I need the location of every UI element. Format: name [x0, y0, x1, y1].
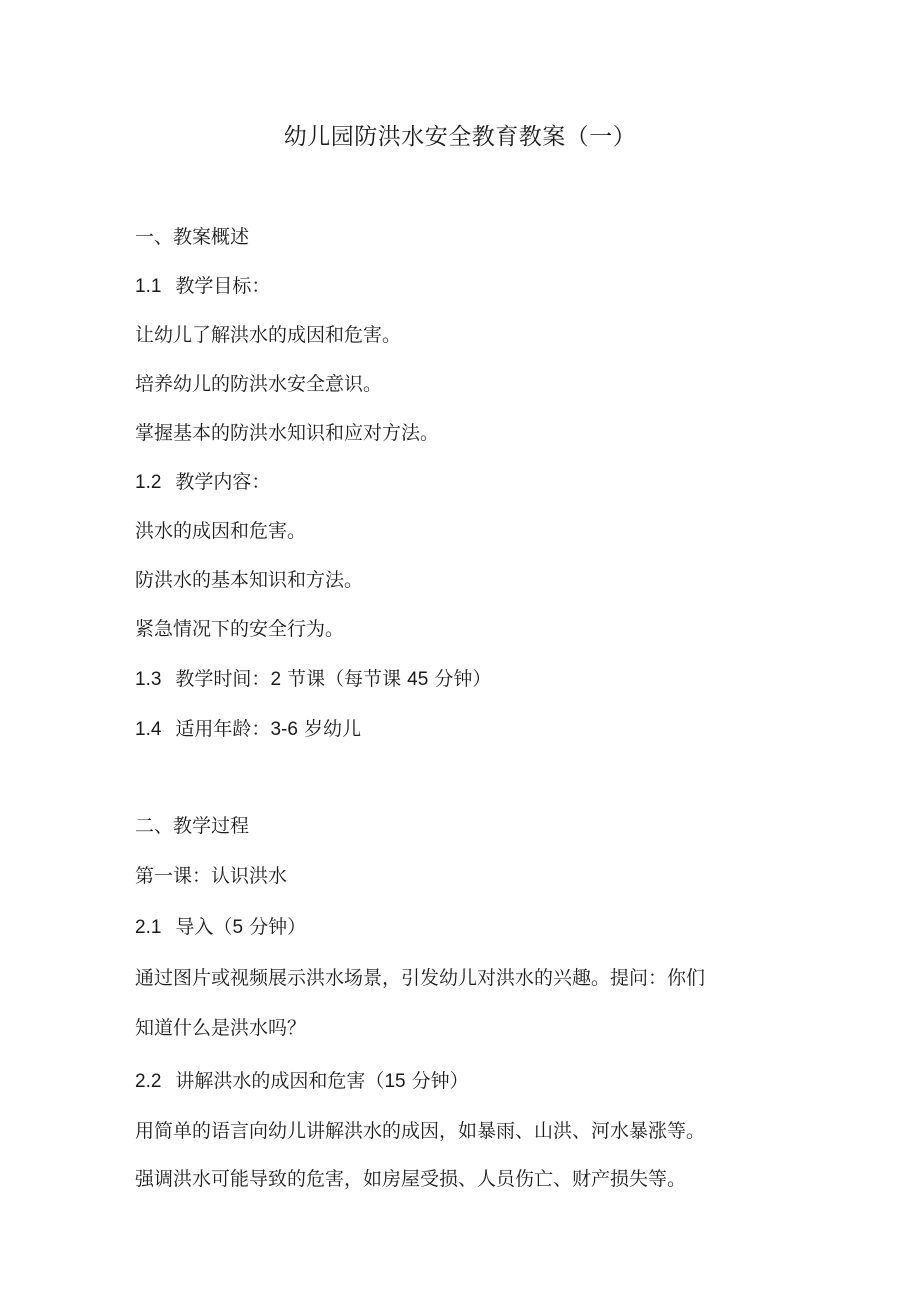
- duration-minutes: 5: [232, 917, 244, 938]
- subheading-intro: [135, 914, 306, 941]
- paragraph-line: 知道什么是洪水吗？: [135, 1017, 307, 1039]
- subheading-number: 1.1: [135, 276, 162, 297]
- content-item: 洪水的成因和危害。: [135, 520, 307, 542]
- subheading-number: 1.2: [135, 472, 162, 493]
- subheading-time: [135, 666, 491, 693]
- subheading-content: [135, 469, 270, 496]
- paragraph-line: 通过图片或视频展示洪水场景，引发幼儿对洪水的兴趣。提问：你们: [135, 967, 706, 989]
- age-unit: 岁幼儿: [303, 718, 361, 740]
- paragraph-line: 用简单的语言向幼儿讲解洪水的成因，如暴雨、山洪、河水暴涨等。: [135, 1120, 706, 1142]
- goal-item: 让幼儿了解洪水的成因和危害。: [135, 324, 402, 346]
- duration-minutes: 15: [384, 1071, 406, 1092]
- content-item: 防洪水的基本知识和方法。: [135, 569, 364, 591]
- section-heading-overview: 一、教案概述: [135, 226, 250, 248]
- content-item: 紧急情况下的安全行为。: [135, 618, 345, 640]
- duration-unit: 分钟）: [411, 1070, 469, 1092]
- goal-item: 掌握基本的防洪水知识和应对方法。: [135, 422, 440, 444]
- subheading-number: 1.3: [135, 669, 162, 690]
- subheading-goals: [135, 273, 270, 300]
- subheading-number: 2.1: [135, 917, 162, 938]
- subheading-label: 适用年龄：: [175, 718, 271, 740]
- subheading-label: 导入（: [175, 916, 233, 938]
- lesson-count: 2: [270, 669, 282, 690]
- subheading-label: 教学内容：: [175, 471, 271, 493]
- duration-unit: 分钟）: [249, 916, 307, 938]
- goal-item: 培养幼儿的防洪水安全意识。: [135, 373, 383, 395]
- age-range: 3-6: [270, 719, 298, 740]
- subheading-number: 2.2: [135, 1071, 162, 1092]
- subheading-label: 教学时间：: [175, 668, 271, 690]
- document-title: 幼儿园防洪水安全教育教案（一）: [283, 124, 637, 150]
- section-heading-process: 二、教学过程: [135, 815, 250, 837]
- paragraph-line: 强调洪水可能导致的危害，如房屋受损、人员伤亡、财产损失等。: [135, 1168, 687, 1190]
- lesson-heading: 第一课：认识洪水: [135, 865, 288, 887]
- lesson-minutes: 45: [407, 669, 429, 690]
- lesson-unit: 节课（每节课: [287, 668, 402, 690]
- subheading-number: 1.4: [135, 719, 162, 740]
- subheading-age: [135, 716, 361, 743]
- subheading-label: 讲解洪水的成因和危害（: [175, 1070, 385, 1092]
- subheading-label: 教学目标：: [175, 275, 271, 297]
- subheading-explain: [135, 1068, 469, 1095]
- minutes-unit: 分钟）: [434, 668, 492, 690]
